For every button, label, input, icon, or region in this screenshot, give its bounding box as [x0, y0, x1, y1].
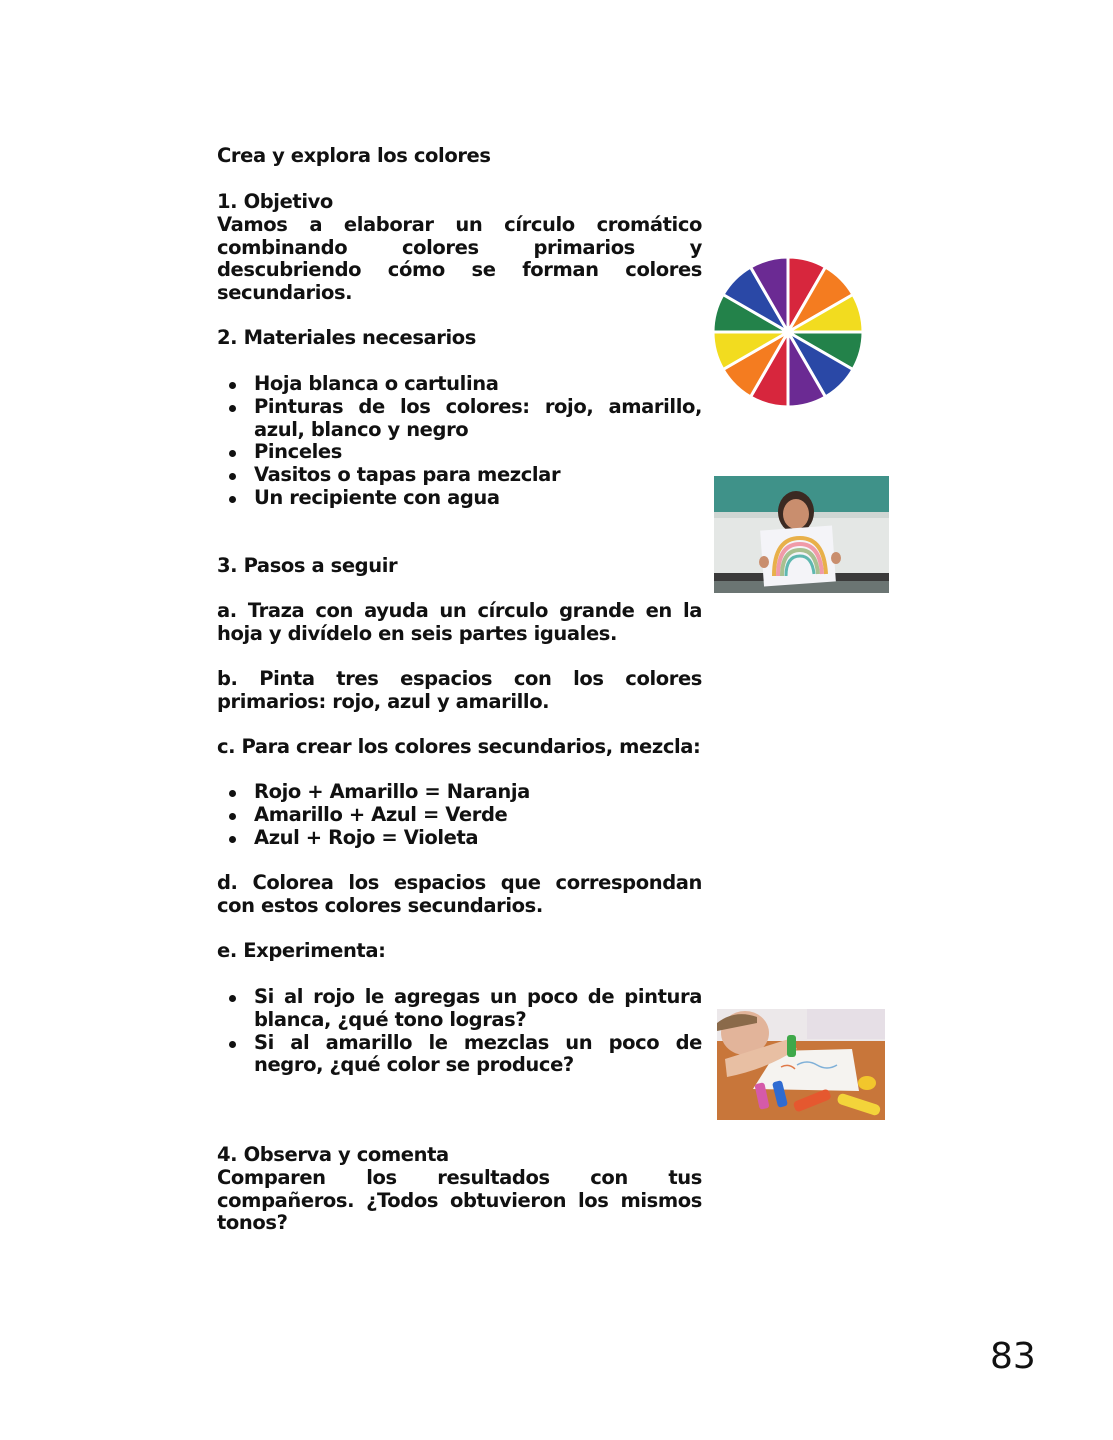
bullet-icon — [229, 995, 236, 1002]
section-materiales — [217, 327, 702, 350]
section-heading: 1. Objetivo — [217, 190, 333, 213]
list-item: Si al rojo le agregas un poco de pintura blanca, ¿qué tono logras? — [217, 986, 702, 1032]
list-item: Pinturas de los colores: rojo, amarillo, azul, blanco y negro — [217, 396, 702, 442]
bullet-icon — [229, 405, 236, 412]
list-item: Vasitos o tapas para mezclar — [217, 464, 702, 487]
bullet-icon — [229, 496, 236, 503]
section-heading: 4. Observa y comenta — [217, 1143, 449, 1166]
list-item: Si al amarillo le mezclas un poco de negro, ¿qué color se produce? — [217, 1032, 702, 1078]
bullet-icon — [229, 836, 236, 843]
observa-text: Comparen los resultados con tus compañeros. ¿Todos obtuvieron los mismos tonos? — [217, 1165, 702, 1235]
materials-list — [217, 373, 702, 510]
list-item: Azul + Rojo = Violeta — [217, 827, 702, 850]
section-pasos-heading: 3. Pasos a seguir — [217, 554, 398, 577]
photo-girl-rainbow — [714, 476, 889, 593]
list-item: Amarillo + Azul = Verde — [217, 804, 702, 827]
step-b: b. Pinta tres espacios con los colores primarios: rojo, azul y amarillo. — [217, 667, 702, 713]
mixes-list — [217, 781, 702, 849]
page-number: 83 — [990, 1336, 1036, 1377]
bullet-icon — [229, 813, 236, 820]
list-item: Hoja blanca o cartulina — [217, 373, 702, 396]
color-wheel-image — [712, 256, 864, 408]
bullet-icon — [229, 1041, 236, 1048]
step-c: c. Para crear los colores secundarios, mezcla: — [217, 735, 701, 758]
section-heading: 2. Materiales necesarios — [217, 326, 477, 349]
experiments-list — [217, 986, 702, 1077]
step-a: a. Traza con ayuda un círculo grande en la hoja y divídelo en seis partes iguales. — [217, 599, 702, 645]
section-objetivo — [217, 191, 702, 305]
page-title: Crea y explora los colores — [217, 144, 491, 167]
objetivo-text: Vamos a elaborar un círculo cromático combinando colores primarios y descubriendo cómo se forman colores secundarios. — [217, 212, 702, 305]
step-d: d. Colorea los espacios que correspondan con estos colores secundarios. — [217, 871, 702, 917]
list-item: Pinceles — [217, 441, 702, 464]
list-item: Un recipiente con agua — [217, 487, 702, 510]
bullet-icon — [229, 382, 236, 389]
step-e: e. Experimenta: — [217, 939, 386, 962]
color-wheel-center — [783, 327, 793, 337]
bullet-icon — [229, 450, 236, 457]
photo-child-painting — [717, 1009, 885, 1120]
bullet-icon — [229, 790, 236, 797]
list-item: Rojo + Amarillo = Naranja — [217, 781, 702, 804]
section-observa — [217, 1144, 702, 1235]
bullet-icon — [229, 473, 236, 480]
